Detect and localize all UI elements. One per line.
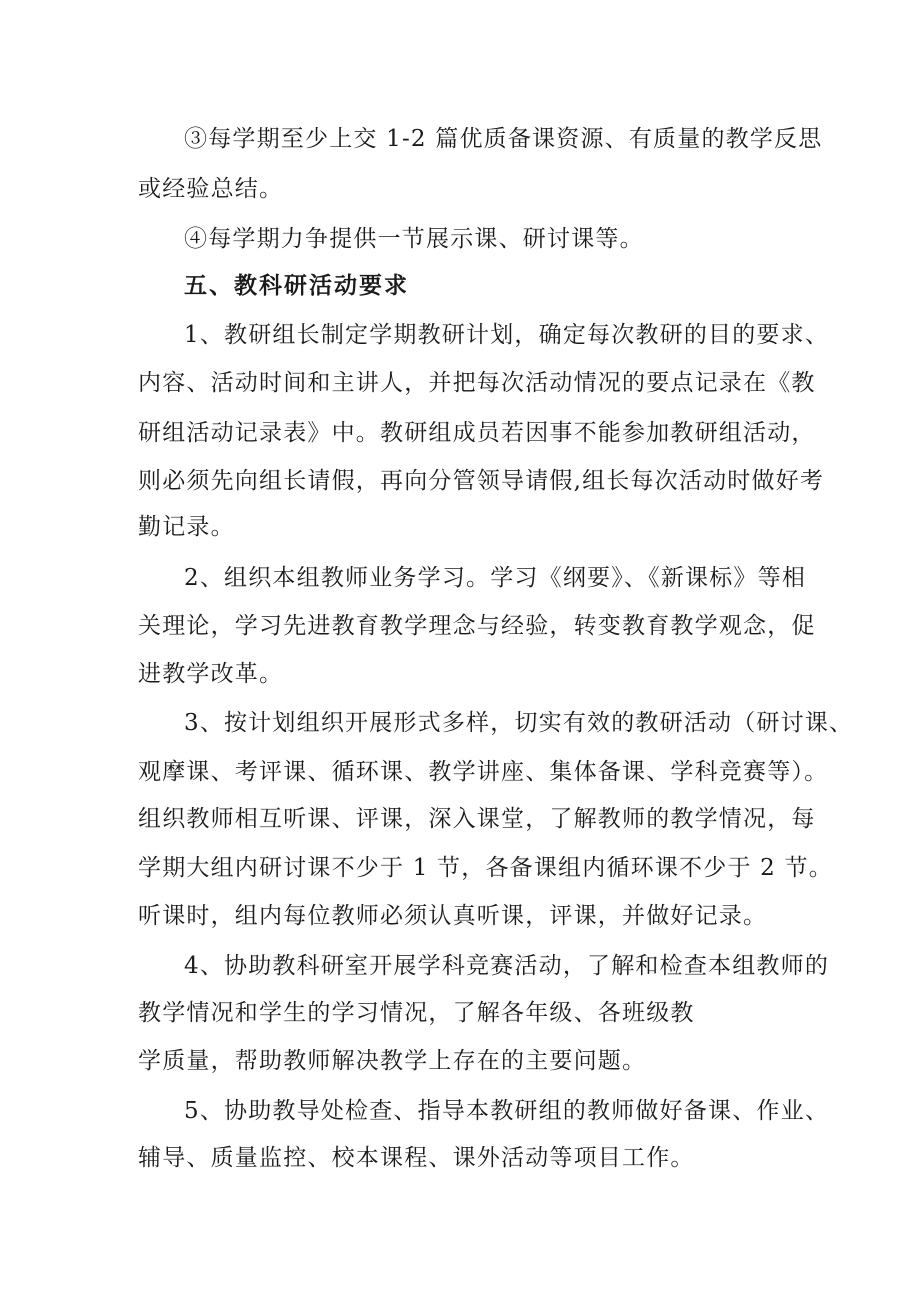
paragraph-4-line-1: 4、协助教科研室开展学科竞赛活动，了解和检查本组教师的: [184, 953, 830, 979]
paragraph-1-line-1: 1、教研组长制定学期教研计划，确定每次教研的目的要求、: [184, 322, 830, 348]
item-3-line-2: 或经验总结。: [138, 176, 284, 202]
paragraph-1-line-3: 研组活动记录表》中。教研组成员若因事不能参加教研组活动，: [138, 420, 816, 446]
paragraph-5-line-1: 5、协助教导处检查、指导本教研组的教师做好备课、作业、: [184, 1098, 830, 1124]
paragraph-3-line-4: 学期大组内研讨课不少于 1 节，各备课组内循环课不少于 2 节。: [138, 855, 833, 881]
paragraph-1-line-5: 勤记录。: [138, 514, 235, 540]
paragraph-4-line-2: 教学情况和学生的学习情况，了解各年级、各班级教: [138, 1000, 695, 1026]
item-3-line-1: ③每学期至少上交 1-2 篇优质备课资源、有质量的教学反思: [184, 126, 823, 152]
paragraph-3-line-3: 组织教师相互听课、评课，深入课堂，了解教师的教学情况，每: [138, 806, 816, 832]
paragraph-3-line-2: 观摩课、考评课、循环课、教学讲座、集体备课、学科竞赛等）。: [138, 759, 829, 785]
paragraph-2-line-1: 2、组织本组教师业务学习。学习《纲要》、《新课标》等相: [184, 565, 807, 591]
paragraph-5-line-2: 辅导、质量监控、校本课程、课外活动等项目工作。: [138, 1145, 695, 1171]
paragraph-3-line-5: 听课时，组内每位教师必须认真听课，评课，并做好记录。: [138, 903, 768, 929]
paragraph-2-line-3: 进教学改革。: [138, 661, 284, 687]
section-heading: 五、教科研活动要求: [184, 272, 409, 299]
paragraph-1-line-2: 内容、活动时间和主讲人，并把每次活动情况的要点记录在《教: [138, 370, 816, 396]
paragraph-1-line-4: 则必须先向组长请假，再向分管领导请假,组长每次活动时做好考: [138, 468, 825, 494]
paragraph-3-line-1: 3、按计划组织开展形式多样，切实有效的教研活动（研讨课、: [184, 710, 854, 736]
paragraph-4-line-3: 学质量，帮助教师解决教学上存在的主要问题。: [138, 1048, 647, 1074]
item-4-line-1: ④每学期力争提供一节展示课、研讨课等。: [184, 226, 644, 252]
paragraph-2-line-2: 关理论，学习先进教育教学理念与经验，转变教育教学观念，促: [138, 613, 816, 639]
